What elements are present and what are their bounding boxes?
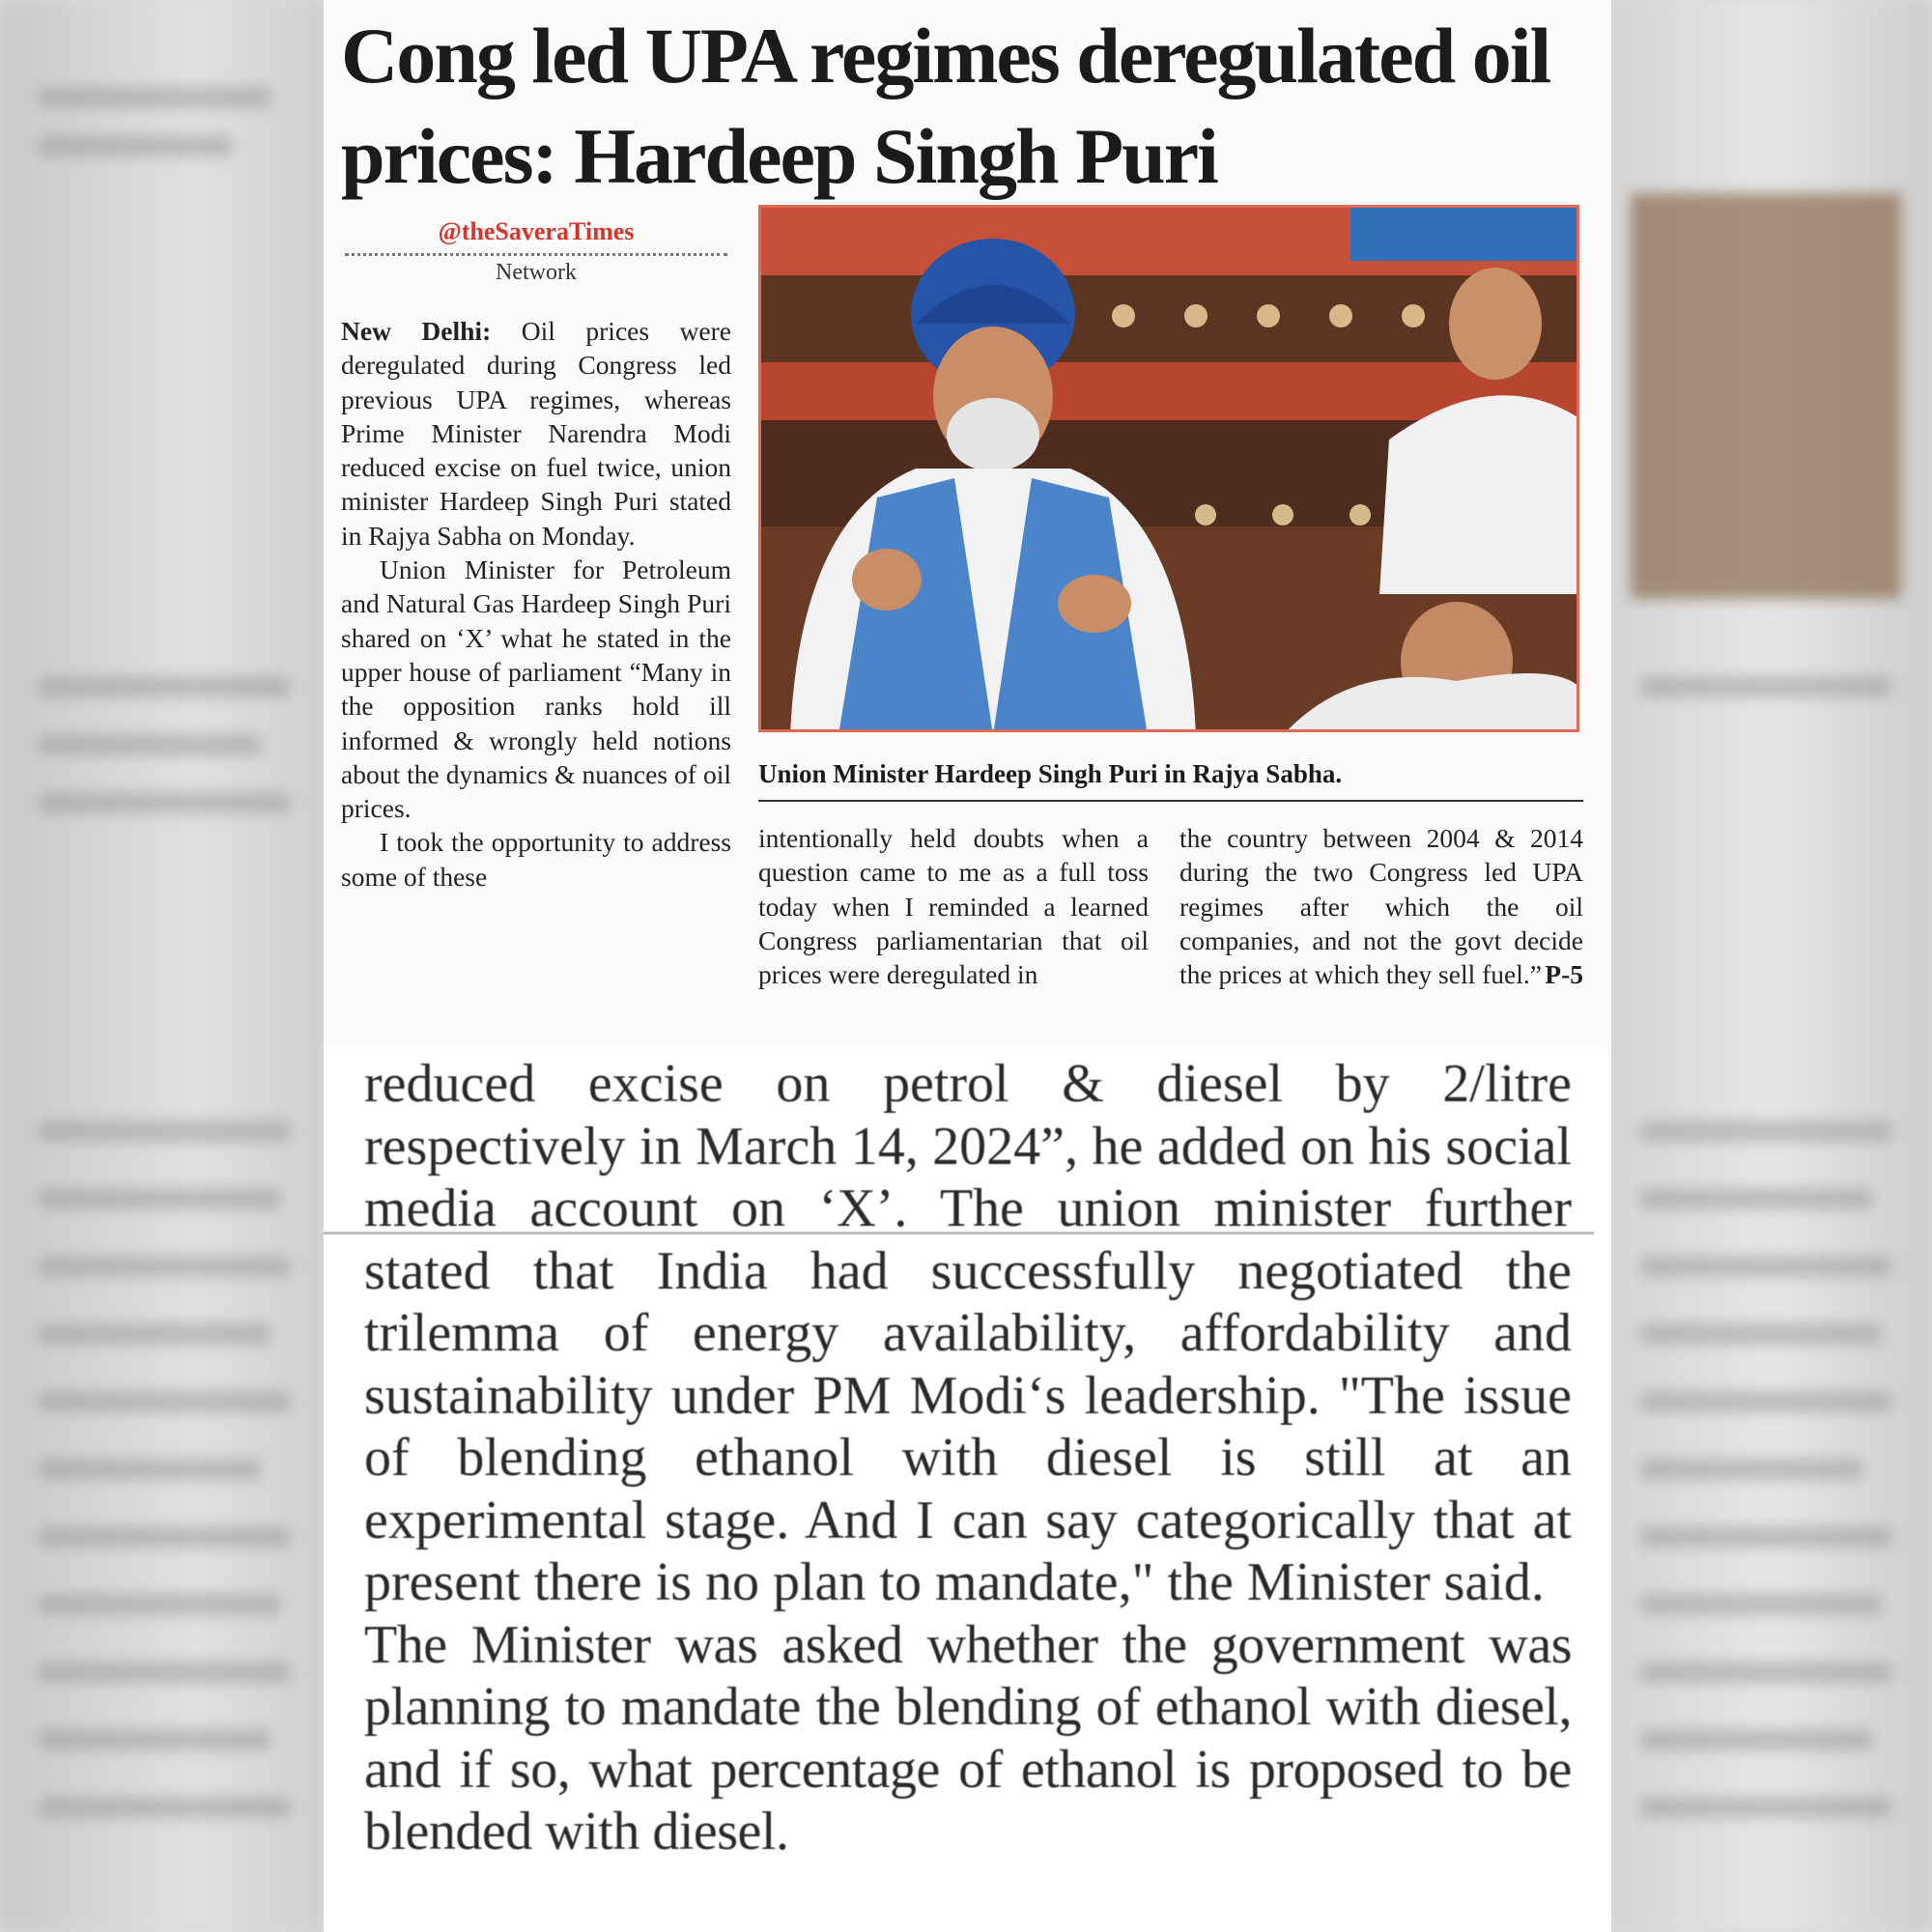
headline: Cong led UPA regimes deregulated oil prices: Hardeep Singh Puri xyxy=(341,12,1550,200)
page-reference: P-5 xyxy=(1545,959,1583,990)
continuation-text xyxy=(364,1053,1572,1863)
photo-caption: Union Minister Hardeep Singh Puri in Rajya Sabha. xyxy=(758,757,1583,802)
dateline: New Delhi: xyxy=(341,316,492,346)
article-column-1 xyxy=(341,314,731,894)
photo-minister-rajya-sabha xyxy=(758,205,1579,732)
article-paragraph: Oil prices were deregulated during Congress led previous UPA regimes, whereas Prime Minister Narendra Modi reduced excise on fuel twice, union minister Hardeep Singh Puri stated in Rajya Sabha on Monday. xyxy=(341,316,731,551)
byline xyxy=(341,214,731,287)
blurred-background-right xyxy=(1611,0,1932,1932)
article-paragraph: intentionally held doubts when a question came to me as a full toss today when I reminded a learned Congress parliamentarian that oil prices were deregulated in xyxy=(758,823,1149,990)
byline-network: Network xyxy=(496,260,577,285)
article-column-2 xyxy=(758,821,1149,991)
article-paragraph: I took the opportunity to address some of these xyxy=(341,827,731,892)
article-column-3 xyxy=(1179,821,1583,991)
article-paragraph: the country between 2004 & 2014 during the two Congress led UPA regimes after which the oil companies, and not the govt decide the prices at which they sell fuel.” xyxy=(1179,823,1583,990)
newspaper-page xyxy=(324,0,1611,1932)
byline-divider xyxy=(345,253,727,256)
blurred-background-left xyxy=(0,0,324,1932)
continuation-paragraph: The Minister was asked whether the government was planning to mandate the blending of ethanol with diesel, and if so, what percentage of ethanol is proposed to be blended with diesel. xyxy=(364,1614,1572,1861)
byline-handle: @theSaveraTimes xyxy=(438,217,635,245)
article-paragraph: Union Minister for Petroleum and Natural Gas Hardeep Singh Puri shared on ‘X’ what he stated in the upper house of parliament “Many in the opposition ranks hold ill informed & wrongly held notions about the dynamics & nuances of oil prices. xyxy=(341,554,731,824)
photo-illustration xyxy=(761,208,1579,732)
continuation-paragraph: reduced excise on petrol & diesel by 2/litre respectively in March 14, 2024”, he added on his social media account on ‘X’. The union minister further stated that India had successfully negotiated the trilemma of energy availability, affordability and sustainability under PM Modi‘s leadership. "The issue of blending ethanol with diesel is still at an experimental stage. And I can say categorically that at present there is no plan to mandate," the Minister said. xyxy=(364,1054,1572,1612)
